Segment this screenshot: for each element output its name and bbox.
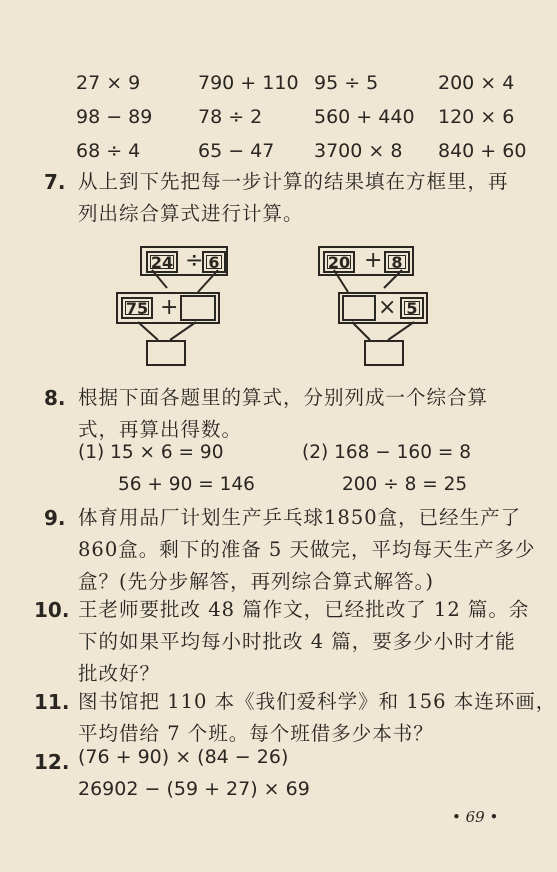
box-value: 24 — [150, 253, 174, 272]
answer-box — [364, 340, 404, 366]
calc-item: 3700 × 8 — [314, 140, 403, 162]
box-value: 20 — [327, 253, 351, 272]
problem-7-text — [78, 166, 535, 230]
calc-row — [76, 102, 526, 136]
text-line: 批改好？ — [78, 662, 161, 685]
operator: ÷ — [185, 248, 204, 273]
calculation-grid — [76, 68, 526, 170]
box-value: 5 — [406, 299, 418, 318]
number-box — [146, 251, 178, 273]
calc-item: 68 ÷ 4 — [76, 140, 141, 162]
calc-row — [76, 68, 526, 102]
text-line: 体育用品厂计划生产乒乓球1850盒，已经生产了 — [78, 506, 522, 529]
text-line: 下的如果平均每小时批改 4 篇，要多少小时才能 — [78, 630, 516, 653]
flow-diagram-right — [318, 240, 438, 370]
operator: + — [364, 248, 383, 273]
text-line: 图书馆把 110 本《我们爱科学》和 156 本连环画， — [78, 690, 557, 713]
page-number: • 69 • — [452, 808, 499, 826]
calc-row — [76, 136, 526, 170]
text-line: 式，再算出得数。 — [78, 418, 243, 441]
problem-number: 11. — [34, 690, 70, 714]
text-line: 根据下面各题里的算式，分别列成一个综合算 — [78, 386, 489, 409]
calc-item: 120 × 6 — [438, 106, 515, 128]
operator: × — [378, 295, 397, 320]
calc-item: 65 − 47 — [198, 140, 275, 162]
equation: 200 ÷ 8 = 25 — [342, 474, 468, 495]
expression: (76 + 90) × (84 − 26) — [78, 746, 289, 768]
problem-number: 10. — [34, 598, 70, 622]
text-line: 列出综合算式进行计算。 — [78, 202, 304, 225]
problem-11-text — [78, 686, 557, 750]
answer-box — [342, 295, 376, 321]
text-line: 平均借给 7 个班。每个班借多少本书？ — [78, 722, 434, 745]
text-line: 王老师要批改 48 篇作文，已经批改了 12 篇。余 — [78, 598, 530, 621]
box-value: 75 — [125, 299, 149, 318]
problem-9-text — [78, 502, 535, 598]
calc-item: 200 × 4 — [438, 72, 515, 94]
equation: (1) 15 × 6 = 90 — [78, 442, 224, 463]
expression: 26902 − (59 + 27) × 69 — [78, 778, 310, 800]
problem-8-text — [78, 382, 535, 446]
problem-number: 8. — [44, 386, 66, 410]
problem-number: 12. — [34, 750, 70, 774]
calc-item: 78 ÷ 2 — [198, 106, 263, 128]
calc-item: 27 × 9 — [76, 72, 141, 94]
box-value: 8 — [391, 253, 403, 272]
equation: (2) 168 − 160 = 8 — [302, 442, 472, 463]
box-value: 6 — [208, 253, 220, 272]
text-line: 从上到下先把每一步计算的结果填在方框里，再 — [78, 170, 509, 193]
number-box — [121, 297, 153, 319]
number-box — [202, 251, 226, 273]
calc-item: 560 + 440 — [314, 106, 415, 128]
number-box — [384, 251, 410, 273]
calc-item: 840 + 60 — [438, 140, 527, 162]
operator: + — [160, 295, 179, 320]
problem-10-text — [78, 594, 535, 690]
calc-item: 95 ÷ 5 — [314, 72, 379, 94]
answer-box — [146, 340, 186, 366]
problem-number: 9. — [44, 506, 66, 530]
number-box — [323, 251, 355, 273]
text-line: 860盒。剩下的准备 5 天做完，平均每天生产多少 — [78, 538, 536, 561]
answer-box — [180, 295, 216, 321]
calc-item: 790 + 110 — [198, 72, 299, 94]
calc-item: 98 − 89 — [76, 106, 153, 128]
number-box — [400, 297, 424, 319]
problem-number: 7. — [44, 170, 66, 194]
flow-diagram-left — [110, 240, 230, 370]
equation: 56 + 90 = 146 — [118, 474, 255, 495]
text-line: 盒？(先分步解答，再列综合算式解答。) — [78, 570, 434, 593]
